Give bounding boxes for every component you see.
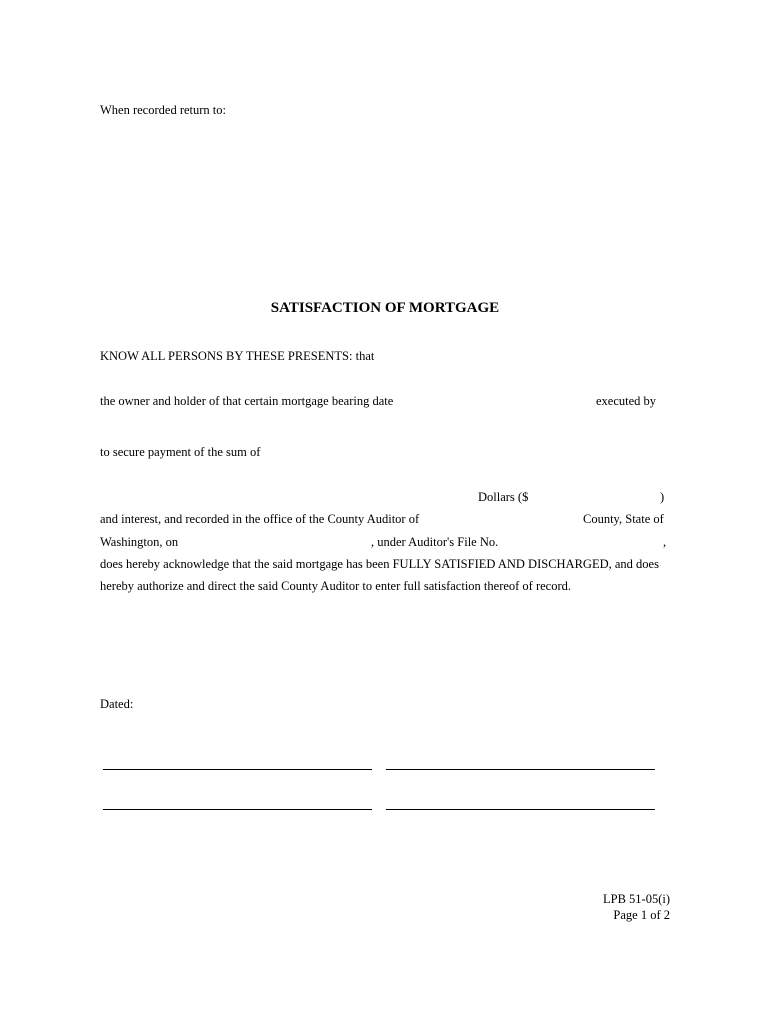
authorize-text: hereby authorize and direct the said County Auditor to enter full satisfaction thereof of record. <box>100 579 572 593</box>
line-end-comma: , <box>663 535 667 549</box>
form-code: LPB 51-05(i) <box>602 892 670 906</box>
recorded-office-text: and interest, and recorded in the office of the County Auditor of <box>100 512 420 526</box>
return-to-label: When recorded return to: <box>100 103 226 117</box>
auditor-file-text: , under Auditor's File No. <box>371 535 499 549</box>
signature-line-4 <box>386 809 655 810</box>
signature-line-2 <box>386 769 655 770</box>
dollars-label: Dollars ($ <box>478 490 529 504</box>
dollars-close-paren: ) <box>660 490 665 504</box>
page-number: Page 1 of 2 <box>613 907 670 922</box>
owner-holder-text: the owner and holder of that certain mortgage bearing date <box>100 394 394 408</box>
washington-on-text: Washington, on <box>100 535 179 549</box>
county-state-text: County, State of <box>583 512 664 526</box>
footer <box>603 892 670 923</box>
know-all-text: KNOW ALL PERSONS BY THESE PRESENTS: that <box>100 349 375 363</box>
secure-payment-text: to secure payment of the sum of <box>100 445 261 459</box>
dated-label: Dated: <box>100 697 134 711</box>
executed-by-text: executed by <box>596 394 657 408</box>
acknowledge-text: does hereby acknowledge that the said mortgage has been FULLY SATISFIED AND DISCHARGED, and does <box>100 557 659 571</box>
signature-line-1 <box>103 769 372 770</box>
document-title: SATISFACTION OF MORTGAGE <box>270 300 500 316</box>
signature-line-3 <box>103 809 372 810</box>
